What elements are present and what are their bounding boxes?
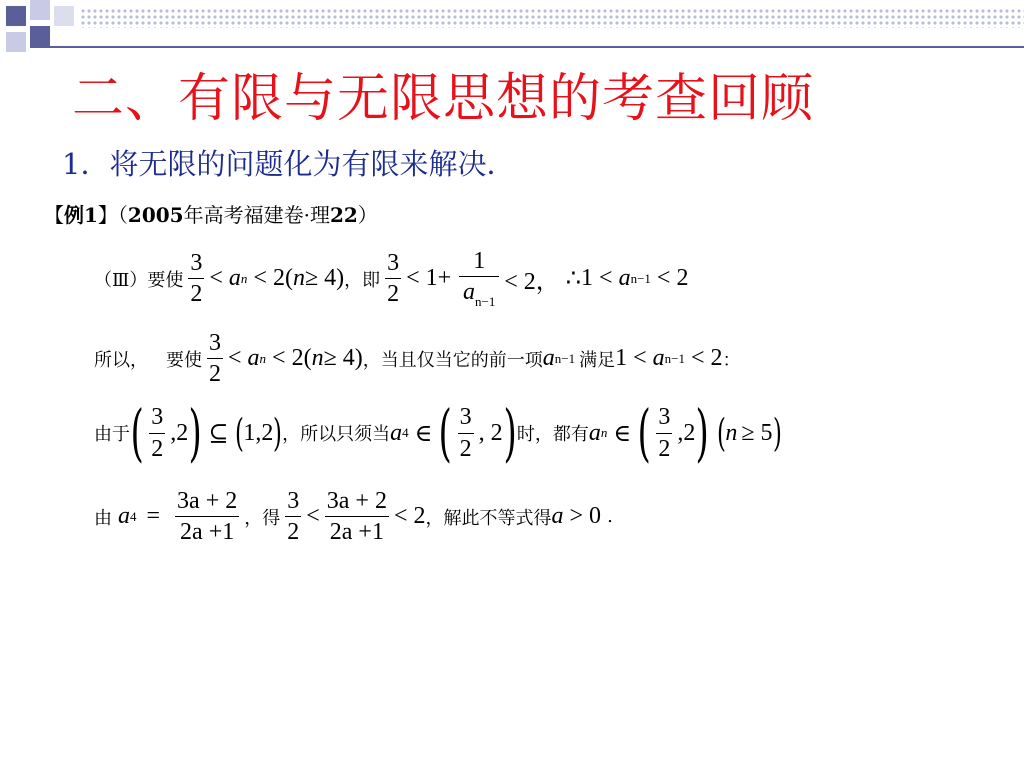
denominator: 2 (387, 281, 400, 308)
paren-close: ) (273, 411, 283, 455)
deco-square (6, 32, 26, 52)
text: ： (722, 349, 741, 371)
expression: 1,2 (243, 419, 274, 446)
subscript: n (259, 350, 267, 366)
section-text: 将无限的问题化为有限来解决． (109, 147, 516, 181)
text: 由于 (94, 424, 130, 445)
variable: a (588, 419, 601, 446)
variable: a (118, 503, 130, 530)
fraction (285, 488, 301, 546)
variable: a (247, 345, 260, 372)
expression: < 2 (393, 503, 426, 530)
expression: > 0 (569, 503, 602, 530)
numerator: 3 (149, 404, 165, 433)
text: 要使 (166, 349, 202, 371)
element-of-symbol: ∈ (613, 420, 632, 447)
numerator: 3a + 2 (325, 488, 389, 517)
subscript: 4 (130, 508, 137, 524)
bracket: 】 (97, 203, 118, 227)
paren-open: ( (130, 396, 144, 469)
denominator: 2 (459, 435, 472, 462)
decoration-squares (0, 0, 80, 60)
math-line-1 (94, 248, 688, 310)
operator: < (228, 345, 242, 372)
expression: ,2 (170, 419, 189, 446)
fraction (325, 488, 389, 546)
paren-open: ( (637, 396, 651, 469)
subscript: n−1 (554, 350, 576, 366)
denominator: 2a +1 (329, 519, 384, 546)
numerator: 3 (458, 404, 474, 433)
denominator: 2 (151, 435, 164, 462)
subscript: 4 (402, 425, 409, 440)
deco-square (54, 6, 74, 26)
paren-close: ) (188, 396, 202, 469)
subscript: n (600, 425, 608, 440)
example-source: 年高考福建卷·理 (183, 203, 330, 227)
text: ，所以只须当 (282, 424, 391, 445)
numerator: 3 (188, 250, 204, 279)
expression: < 2( (253, 265, 293, 292)
example-year: 2005 (127, 203, 184, 227)
numerator: 3 (207, 330, 223, 359)
subscript: n−1 (630, 270, 651, 286)
expression: ≥ 4) (323, 345, 363, 372)
paren: （ (117, 203, 128, 227)
denominator (461, 277, 497, 309)
text: ，解此不等式得 (425, 507, 552, 529)
deco-square (30, 0, 50, 20)
expression: ≥ 5 (741, 419, 773, 446)
section-heading (62, 142, 515, 183)
numerator: 3 (285, 488, 301, 517)
fraction (207, 330, 223, 388)
expression: < 2 (690, 345, 723, 372)
text: . (607, 506, 613, 528)
operator: < (306, 503, 320, 530)
fraction (385, 250, 401, 308)
fraction (149, 404, 165, 462)
denominator: 2 (190, 281, 203, 308)
numerator: 3 (385, 250, 401, 279)
element-of-symbol: ∈ (414, 420, 433, 447)
paren: ） (357, 203, 378, 227)
part-label: （Ⅲ）要使 (94, 269, 184, 291)
deco-square (6, 6, 26, 26)
paren-open: ( (438, 396, 453, 469)
example-number: 22 (329, 203, 358, 227)
denominator: 2a +1 (180, 519, 235, 546)
variable: a (551, 503, 564, 530)
text: 时，都有 (516, 424, 589, 445)
subscript: n−1 (664, 350, 685, 366)
paren-close: ) (503, 396, 517, 469)
expression: , 2 (478, 419, 503, 446)
fraction (175, 488, 239, 546)
fraction (459, 248, 499, 310)
expression: < 2( (272, 345, 312, 372)
expression: ,2 (677, 419, 696, 446)
text: ，得 (244, 507, 281, 529)
variable: a (618, 265, 631, 292)
fraction (188, 250, 204, 308)
text: 由 (94, 507, 112, 529)
fraction (458, 404, 474, 462)
variable: a (390, 419, 403, 446)
variable: n (292, 265, 305, 292)
math-line-2 (94, 330, 741, 388)
paren-close: ) (695, 396, 710, 469)
expression: 1 < (615, 345, 647, 372)
example-label (44, 199, 378, 228)
subset-symbol: ⊆ (208, 420, 229, 447)
denominator: 2 (658, 435, 671, 462)
variable: n (725, 419, 738, 446)
operator: < (209, 265, 223, 292)
text: 所以， (94, 349, 148, 371)
text: ，即 (344, 269, 381, 291)
section-number: 1． (62, 147, 110, 181)
variable: a (228, 265, 241, 292)
expression: < 2， (504, 269, 560, 296)
text: ，当且仅当它的前一项 (362, 349, 543, 371)
expression: 1 < (581, 265, 613, 292)
variable: a (652, 345, 665, 372)
math-line-4 (94, 488, 613, 546)
fraction (656, 404, 672, 462)
paren-open: ( (234, 411, 244, 455)
bracket: 【 (44, 203, 64, 227)
variable: a (463, 279, 476, 306)
expression: ≥ 4) (304, 265, 345, 292)
operator: = (146, 503, 161, 530)
therefore-symbol: ∴ (565, 266, 582, 293)
numerator: 1 (459, 248, 499, 277)
expression: < 2 (656, 265, 689, 292)
expression: < 1+ (406, 265, 452, 292)
decoration-line (30, 46, 1024, 48)
subscript: n−1 (475, 294, 496, 310)
math-line-3 (94, 396, 782, 469)
variable: n (311, 345, 324, 372)
deco-square (30, 26, 50, 46)
numerator: 3 (656, 404, 672, 433)
page-title: 二、有限与无限思想的考查回顾 (72, 69, 815, 129)
subscript: n (240, 270, 248, 286)
denominator: 2 (287, 519, 300, 546)
decoration-band (80, 8, 1024, 28)
paren-open: ( (716, 411, 726, 455)
example-name: 例1 (64, 203, 98, 227)
denominator: 2 (209, 361, 221, 388)
variable: a (542, 345, 555, 372)
numerator: 3a + 2 (175, 488, 239, 517)
text: 满足 (579, 349, 616, 371)
paren-close: ) (772, 411, 782, 455)
